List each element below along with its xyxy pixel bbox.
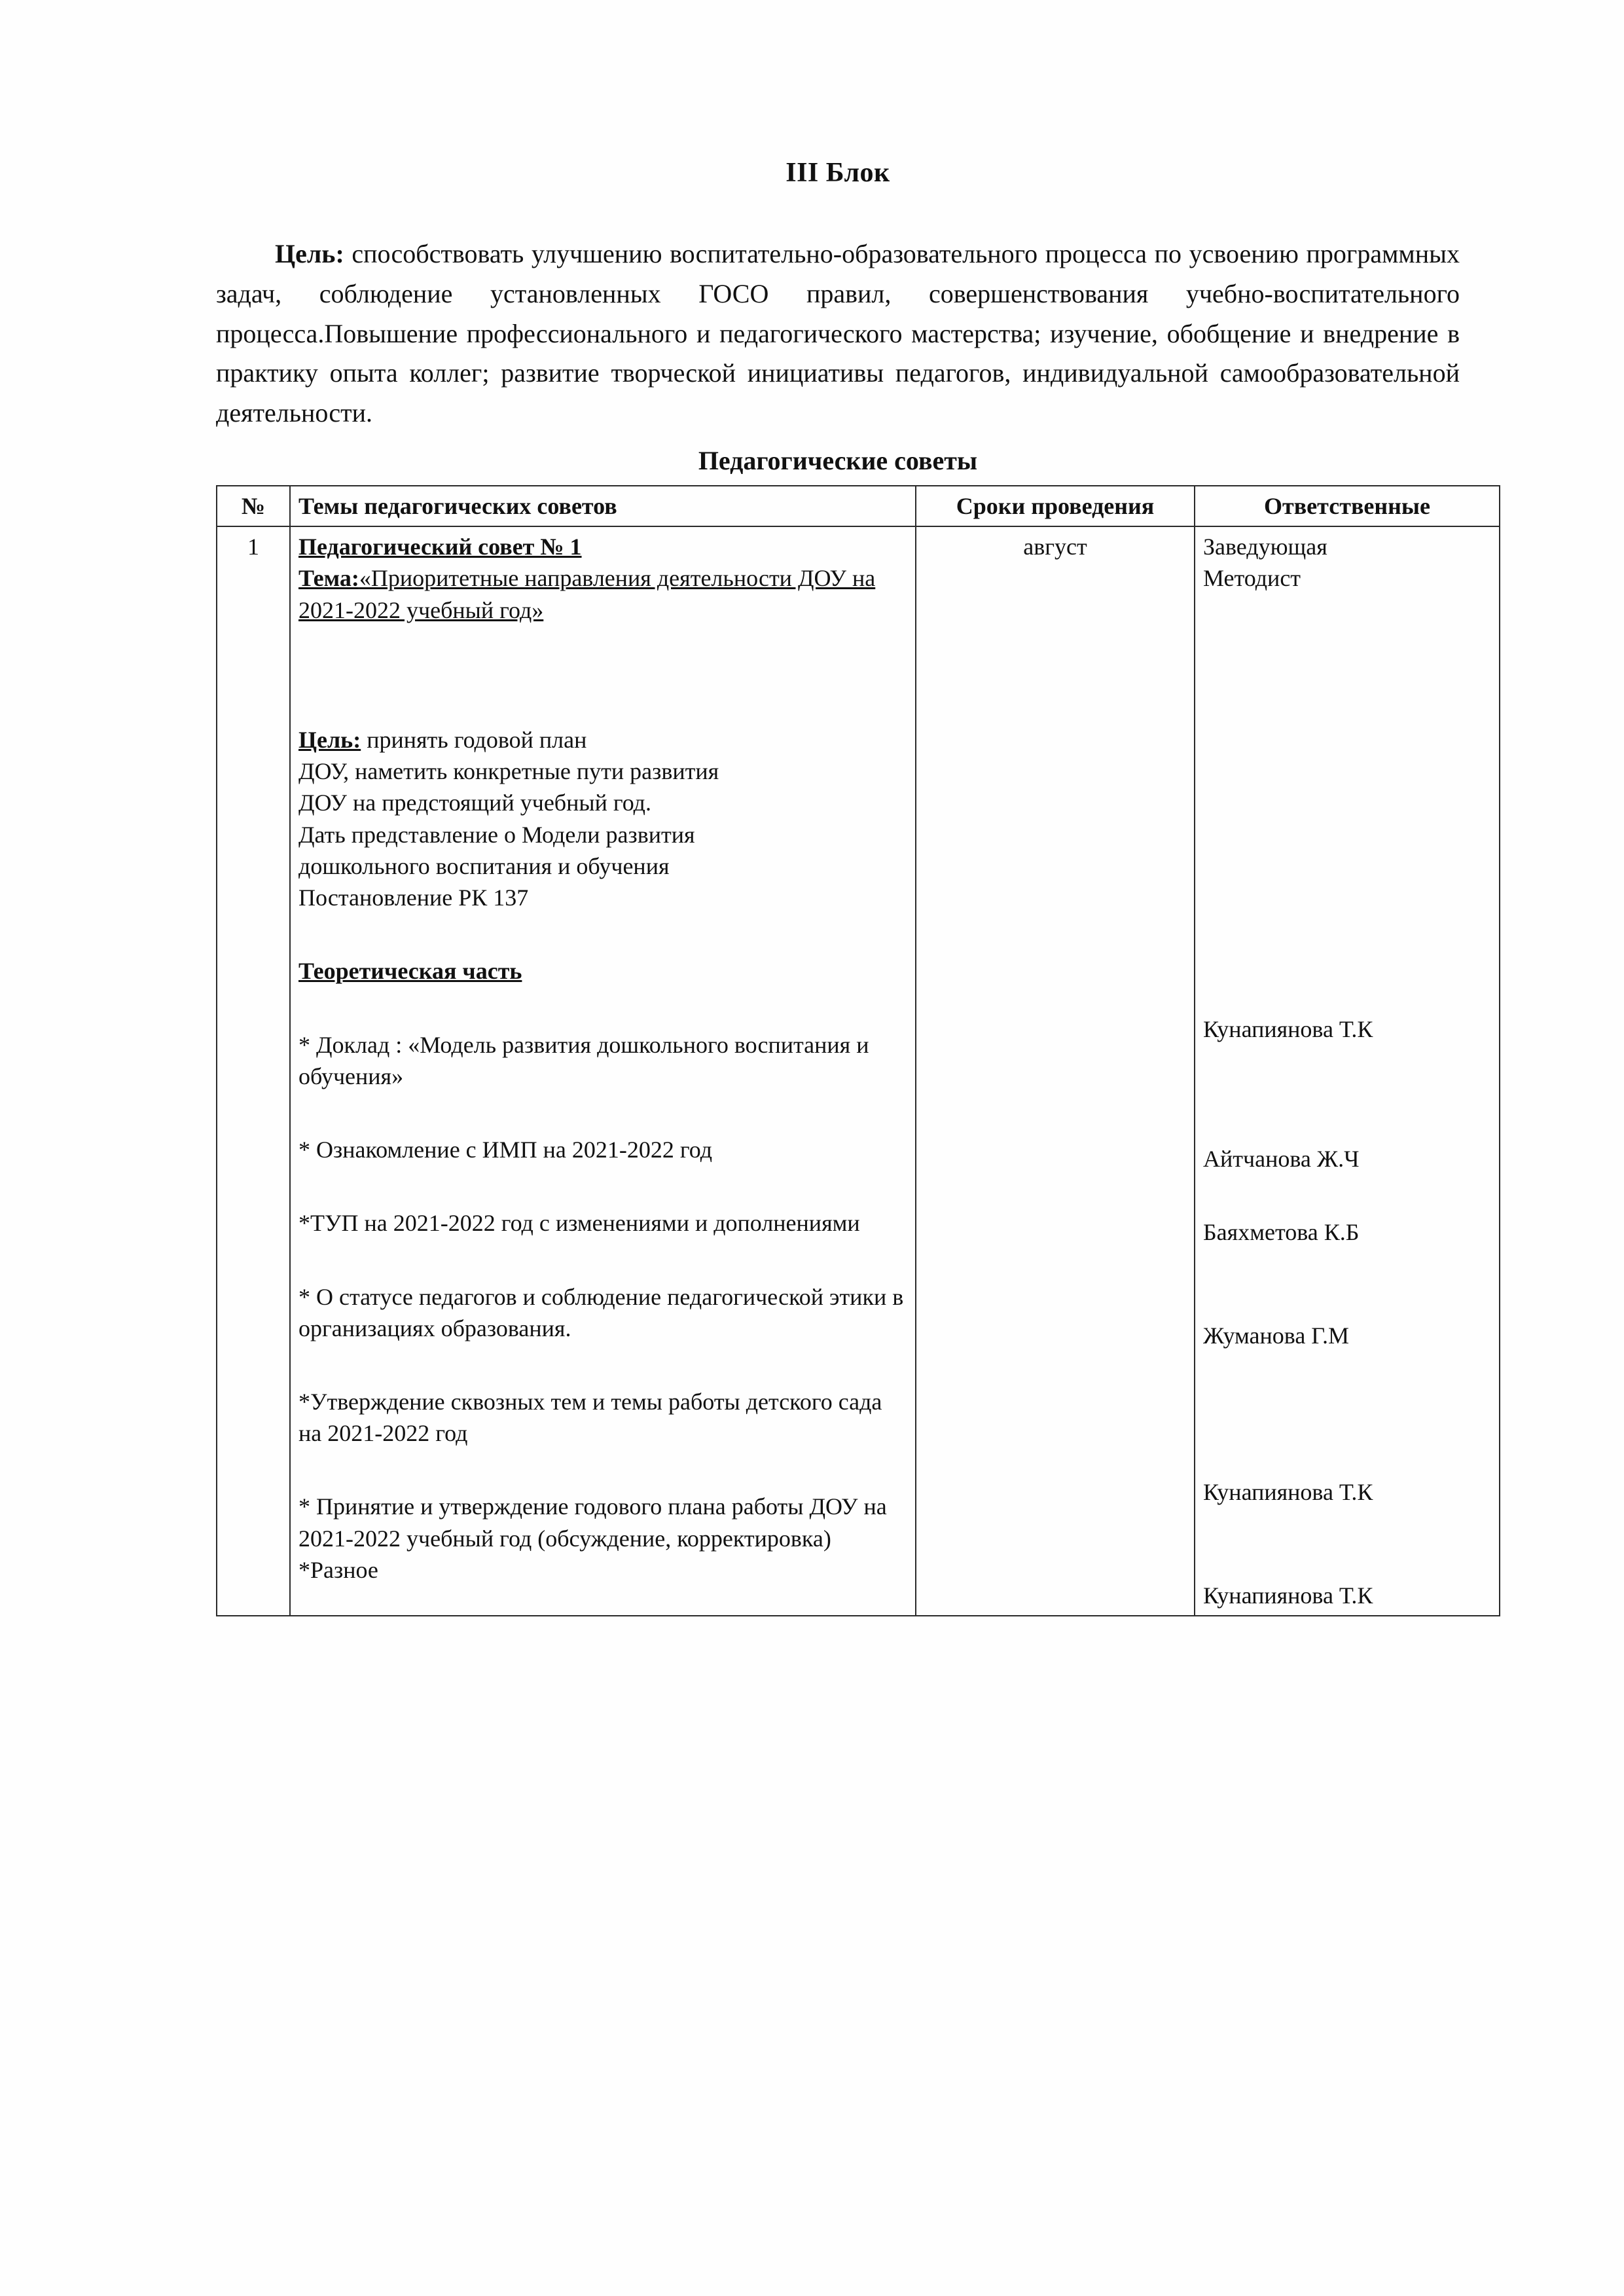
agenda-item: * Принятие и утверждение годового плана работы ДОУ на 2021-2022 учебный год (обсуждение, корректировка) bbox=[298, 1493, 887, 1552]
goal-line-3: ДОУ на предстоящий учебный год. bbox=[298, 790, 651, 816]
column-header-responsible: Ответственные bbox=[1195, 486, 1500, 526]
spacer bbox=[298, 1165, 907, 1207]
column-header-date: Сроки проведения bbox=[916, 486, 1195, 526]
responsible-name: Кунапиянова Т.К bbox=[1203, 1015, 1373, 1042]
spacer bbox=[298, 913, 907, 955]
table-body bbox=[217, 526, 1500, 1616]
agenda-item: * Доклад : «Модель развития дошкольного воспитания и обучения» bbox=[298, 1031, 869, 1089]
spacer bbox=[298, 1344, 907, 1386]
goal-line-2: ДОУ, наметить конкретные пути развития bbox=[298, 758, 719, 785]
page-title: III Блок bbox=[785, 158, 890, 188]
cell-date: август bbox=[916, 526, 1195, 1616]
agenda-item: * Ознакомление с ИМП на 2021-2022 год bbox=[298, 1137, 713, 1163]
spacer bbox=[298, 1092, 907, 1134]
section-title: Педагогические советы bbox=[698, 445, 978, 475]
goal-line-1 bbox=[298, 724, 907, 756]
spacer bbox=[298, 987, 907, 1029]
responsible-name: Методист bbox=[1203, 565, 1301, 592]
theory-part-title: Теоретическая часть bbox=[298, 958, 522, 985]
council-title: Педагогический совет № 1 bbox=[298, 534, 582, 560]
responsible-name: Кунапиянова Т.К bbox=[1203, 1582, 1373, 1609]
spacer bbox=[1203, 594, 1491, 1013]
responsible-name: Кунапиянова Т.К bbox=[1203, 1478, 1373, 1505]
goal-line-6: Постановление РК 137 bbox=[298, 884, 529, 911]
agenda-item: *ТУП на 2021-2022 год с изменениями и дополнениями bbox=[298, 1210, 860, 1237]
spacer bbox=[1203, 1175, 1491, 1216]
responsible-name: Баяхметова К.Б bbox=[1203, 1219, 1360, 1246]
spacer bbox=[298, 1239, 907, 1281]
cell-responsible bbox=[1195, 526, 1500, 1616]
agenda-item: * О статусе педагогов и соблюдение педагогической этики в организациях образования. bbox=[298, 1283, 904, 1341]
column-header-theme: Темы педагогических советов bbox=[290, 486, 916, 526]
goal-paragraph bbox=[216, 234, 1460, 433]
cell-row-number: 1 bbox=[217, 526, 290, 1616]
cell-goal-text: принять годовой план bbox=[361, 726, 587, 753]
spacer bbox=[1203, 1045, 1491, 1143]
table-header bbox=[217, 486, 1500, 526]
cell-goal-label: Цель: bbox=[298, 726, 361, 753]
agenda-item: *Разное bbox=[298, 1556, 378, 1583]
table-header-row bbox=[217, 486, 1500, 526]
column-header-num: № bbox=[217, 486, 290, 526]
goal-line-4: Дать представление о Модели развития bbox=[298, 821, 695, 848]
table-row bbox=[217, 526, 1500, 1616]
cell-theme bbox=[290, 526, 916, 1616]
spacer bbox=[298, 626, 907, 724]
topic-text: «Приоритетные направления деятельности ДОУ на 2021-2022 учебный год» bbox=[298, 565, 876, 623]
goal-line-5: дошкольного воспитания и обучения bbox=[298, 852, 670, 879]
spacer bbox=[298, 1449, 907, 1491]
spacer bbox=[1203, 1248, 1491, 1320]
responsible-name: Жуманова Г.М bbox=[1203, 1322, 1350, 1349]
document-content bbox=[216, 0, 1460, 1616]
spacer bbox=[1203, 1352, 1491, 1476]
responsible-name: Заведующая bbox=[1203, 534, 1327, 560]
goal-text: способствовать улучшению воспитательно-образовательного процесса по усвоению программных задач, соблюдение установленных ГОСО правил, совершенствования учебно-воспитательного процесса.Повышение профессионального и педагогического мастерства; изучение, обобщение и внедрение в практику опыта коллег; развитие творческой инициативы педагогов, индивидуальной самообразовательной деятельности. bbox=[216, 239, 1460, 428]
goal-label: Цель: bbox=[275, 239, 344, 268]
agenda-item: *Утверждение сквозных тем и темы работы детского сада на 2021-2022 год bbox=[298, 1388, 882, 1447]
spacer bbox=[1203, 1508, 1491, 1580]
responsible-name: Айтчанова Ж.Ч bbox=[1203, 1145, 1360, 1172]
topic-label: Тема: bbox=[298, 565, 359, 592]
pedagogical-councils-table bbox=[216, 485, 1500, 1616]
topic-line bbox=[298, 562, 907, 625]
